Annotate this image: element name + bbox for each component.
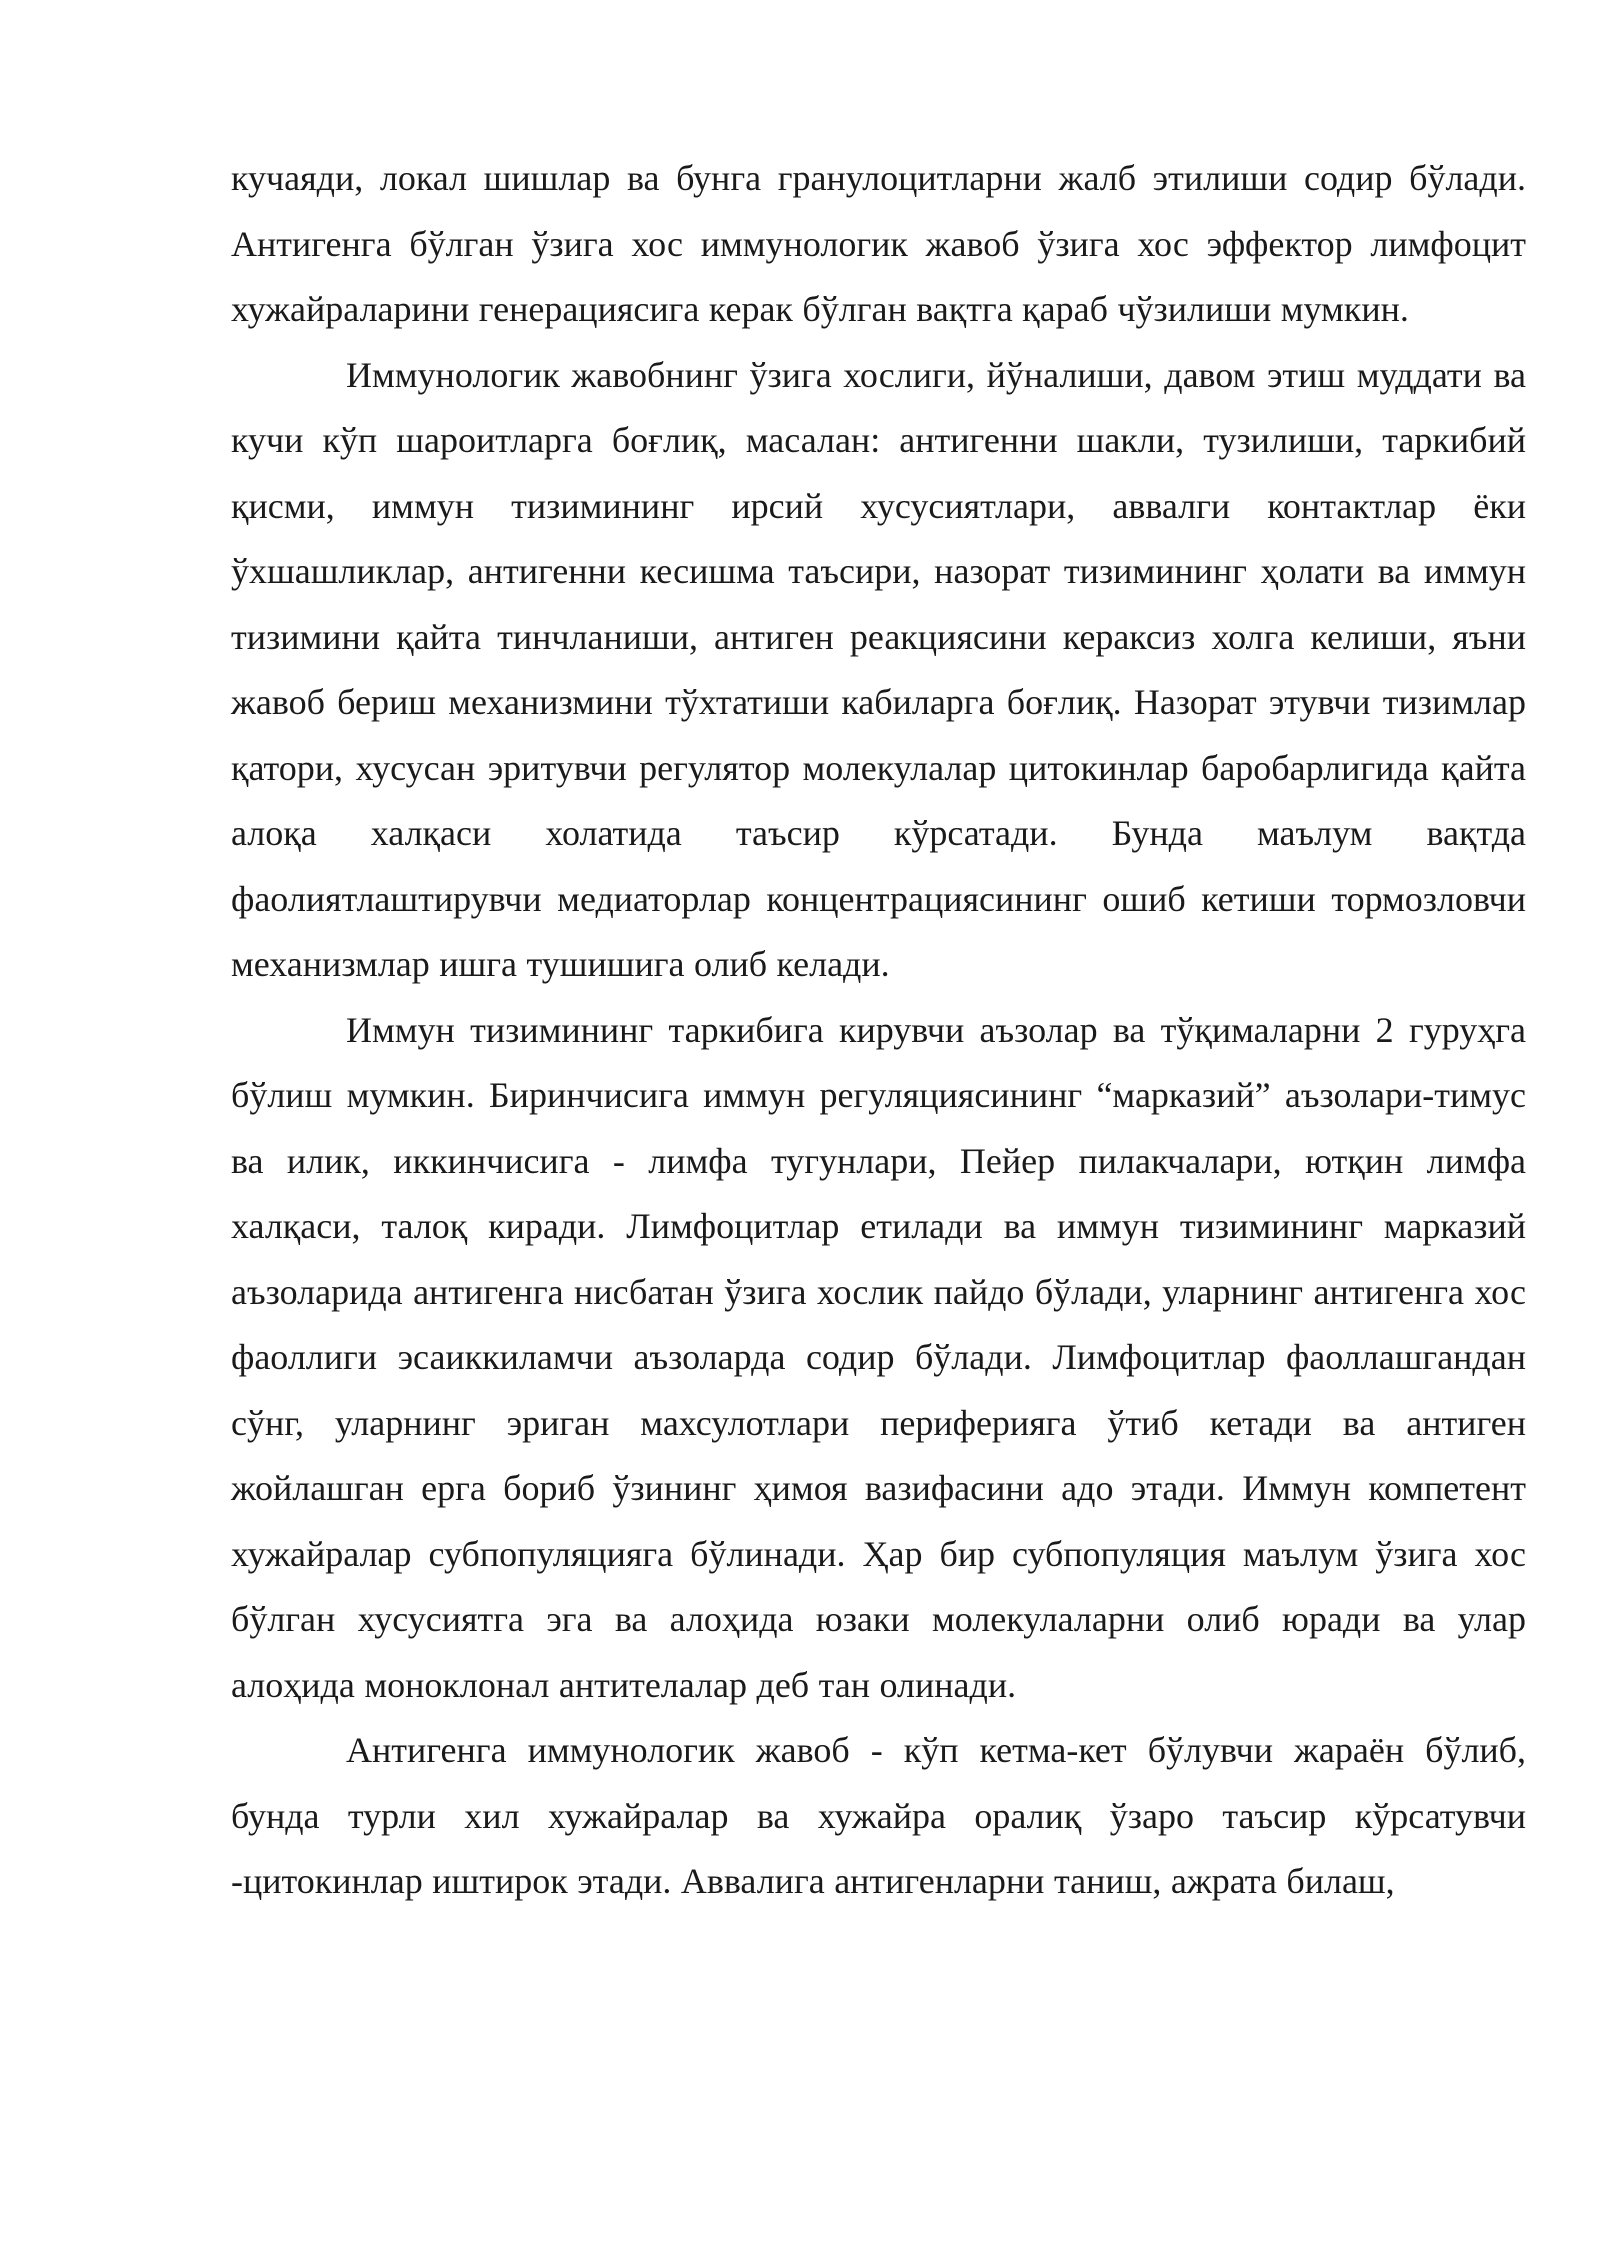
paragraph-4: Антигенга иммунологик жавоб - кўп кетма-кет бўлувчи жараён бўлиб, бунда турли хил хужайралар ва хужайра оралиқ ўзаро таъсир кўрсатувчи -цитокинлар иштирок этади. Аввалига антигенларни таниш, ажрата билаш, [231,1730,1526,1901]
paragraph-3: Иммун тизимининг таркибига кирувчи аъзолар ва тўқималарни 2 гуруҳга бўлиш мумкин. Биринчисига иммун регуляциясининг “марказий” аъзолари-тимус ва илик, иккинчисига - лимфа тугунлари, Пейер пилакчалари, ютқин лимфа халқаси, талоқ киради. Лимфоцитлар етилади ва иммун тизимининг марказий аъзоларида антигенга нисбатан ўзига хослик пайдо бўлади, уларнинг антигенга хос фаоллиги эсаиккиламчи аъзоларда содир бўлади. Лимфоцитлар фаоллашгандан сўнг, уларнинг эриган махсулотлари периферияга ўтиб кетади ва антиген жойлашган ерга бориб ўзининг ҳимоя вазифасини адо этади. Иммун компетент хужайралар субпопуляцияга бўлинади. Ҳар бир субпопуляция маълум ўзига хос бўлган хусусиятга эга ва алоҳида юзаки молекулаларни олиб юради ва улар алоҳида моноклонал антителалар деб тан олинади. [231,1009,1526,1705]
paragraph-1: кучаяди, локал шишлар ва бунга гранулоцитларни жалб этилиши содир бўлади. Антигенга бўлган ўзига хос иммунологик жавоб ўзига хос эффектор лимфоцит хужайраларини генерациясига керак бўлган вақтга қараб чўзилиши мумкин. [231,158,1526,329]
paragraph-2: Иммунологик жавобнинг ўзига хослиги, йўналиши, давом этиш муддати ва кучи кўп шароитларга боғлиқ, масалан: антигенни шакли, тузилиши, таркибий қисми, иммун тизимининг ирсий хусусиятлари, аввалги контактлар ёки ўхшашликлар, антигенни кесишма таъсири, назорат тизимининг ҳолати ва иммун тизимини қайта тинчланиши, антиген реакциясини кераксиз холга келиши, яъни жавоб бериш механизмини тўхтатиши кабиларга боғлиқ. Назорат этувчи тизимлар қатори, хусусан эритувчи регулятор молекулалар цитокинлар баробарлигида қайта алоқа халқаси холатида таъсир кўрсатади. Бунда маълум вақтда фаолиятлаштирувчи медиаторлар концентрациясининг ошиб кетиши тормозловчи механизмлар ишга тушишига олиб келади. [231,354,1526,984]
document-body [231,146,1526,1915]
